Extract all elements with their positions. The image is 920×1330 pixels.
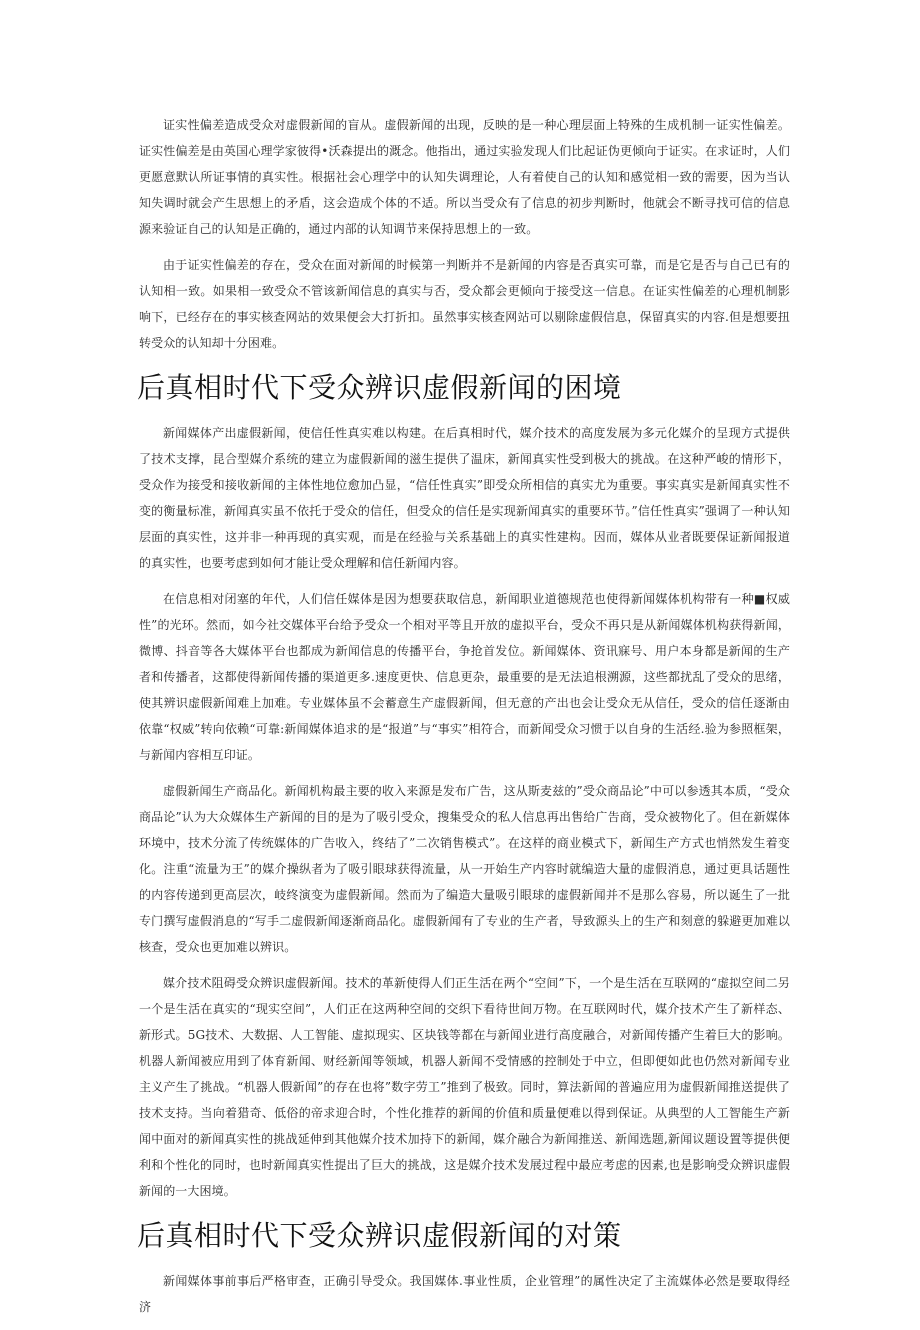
paragraph-fact-check-limits: 由于证实性偏差的存在，受众在面对新闻的时候第一判断并不是新闻的内容是否真实可靠，而是它是否与自己已有的认知相一致。如果相一致受众不管该新闻信息的真实与否，受众都会更倾向于接受这一信息。在证实性偏差的心理机制影响下，已经存在的事实核查网站的效果便会大打折扣。虽然事实核查网站可以剔除虚假信息，保留真实的内容.但是想要扭转受众的认知却十分困难。: [139, 258, 790, 350]
paragraph-strict-review: 新闻媒体事前事后严格审查，正确引导受众。我国媒体.事业性质，企业管理”的属性决定了主流媒体必然是要取得经济: [139, 1274, 790, 1314]
paragraph-media-technology: 媒介技术阻碍受众辨识虚假新闻。技术的革新使得人们正生活在两个“空间”下，一个是生活在互联网的“虚拟空间二另一个是生活在真实的“现实空间”，人们正在这两种空间的交织下看待世间万物。在互联网时代，媒介技术产生了新样态、新形式。5G技术、大数据、人工智能、虚拟现实、区块钱等都在与新闻业进行高度融合，对新闻传播产生着巨大的影响。机器人新闻被应用到了体育新闻、财经新闻等领域，机器人新闻不受情感的控制处于中立，但即便如此也仍然对新闻专业主义产生了挑战。“机器人假新闻”的存在也将”数字劳工”推到了极致。同时，算法新闻的普遍应用为虚假新闻推送提供了技术支持。当向着猎奇、低俗的帝求迎合时，个性化推荐的新闻的价值和质量便难以得到保证。从典型的人工智能生产新闻中面对的新闻真实性的挑战延伸到其他媒介技术加持下的新闻，媒介融合为新闻推送、新闻选题,新闻议题设置等提供便利和个性化的同时，也时新闻真实性提出了巨大的挑战，这是媒介技术发展过程中最应考虑的因素,也是影响受众辨识虚假新闻的一大困境。: [139, 976, 790, 1198]
paragraph-confirmation-bias: 证实性偏差造成受众对虚假新闻的盲从。虚假新闻的出现，反映的是一种心理层面上特殊的生成机制一证实性偏差。证实性偏差是由英国心理学家彼得•沃森提出的溉念。他指出，通过实验发现人们比起证伪更倾向于证实。在求证时，人们更愿意默认所证事情的真实性。根据社会心理学中的认知失调理论，人有着使自己的认知和感觉相一致的需要，因为当认知失调时就会产生思想上的矛盾，这会造成个体的不适。所以当受众有了信息的初步判断时，他就会不断寻找可信的信息源来验证自己的认知是正确的，通过内部的认知调节来保持思想上的一致。: [139, 118, 790, 236]
paragraph-trust-truth: 新闻媒体产出虚假新闻，使信任性真实难以构建。在后真相时代，媒介技术的高度发展为多元化媒介的呈现方式提供了技术支撑，昆合型媒介系统的建立为虚假新闻的滋生提供了温床，新闻真实性受到极大的挑战。在这种严峻的情形下，受众作为接受和接收新闻的主体性地位愈加凸显，“信任性真实”即受众所相信的真实尤为重要。事实真实是新闻真实性不变的衡量标准，新闻真实虽不依托于受众的信任，但受众的信任是实现新闻真实的重要环节。”信任性真实”强调了一种认知层面的真实性，这并非一种再现的真实观，而是在经验与关系基础上的真实性建构。因而，媒体从业者既要保证新闻报道的真实性，也要考虑到如何才能让受众理解和信任新闻内容。: [139, 426, 790, 570]
paragraph-commodification: 虚假新闻生产商品化。新闻机构最主要的收入来源是发布广告，这从斯麦兹的”受众商品论”中可以参透其本质，“受众商品论”认为大众媒体生产新闻的目的是为了吸引受众，搜集受众的私人信息再出售给广告商，受众被物化了。但在新媒体环境中，技术分流了传统媒体的广告收入，终结了”二次销售模式”。在这样的商业模式下，新闻生产方式也悄然发生着变化。注重“流量为王”的媒介操纵者为了吸引眼球获得流量，从一开始生产内容时就编造大量的虚假消息，通过更具话题性的内容传递到更高层次，岐终演变为虚假新闻。然而为了编造大量吸引眼球的虚假新闻并不是那么容易，所以诞生了一批专门撰写虚假消息的“写手二虚假新闻逐渐商品化。虚假新闻有了专业的生产者，导致源头上的生产和刻意的躲避更加难以核查，受众也更加难以辨识。: [139, 784, 790, 954]
paragraph-authority-erosion: 在信息相对闭塞的年代，人们信任媒体是因为想要获取信息，新闻职业道德规范也使得新闻媒体机构带有一种■权威性”的光环。然而，如今社交媒体平台给予受众一个相对平等且开放的虚拟平台，受众不再只是从新闻媒体机构获得新闻，微博、抖音等各大媒体平台也都成为新闻信息的传播平台，争抢首发位。新闻媒体、资讯寐号、用户本身都是新闻的生产者和传播者，这都使得新闻传播的渠道更多.速度更快、信息更杂，最重要的是无法追根溯源，这些都扰乱了受众的思绪，使其辨识虚假新闻难上加难。专业媒体虽不会蓄意生产虚假新闻，但无意的产出也会让受众无从信任，受众的信任逐渐由依靠“权威”转向依赖“可靠:新闻媒体追求的是“报道”与“事实”相符合，而新闻受众习惯于以自身的生活经.验为参照框架，与新闻内容相互印证。: [139, 592, 790, 762]
section-heading-dilemma: 后真相时代下受众辨识虚假新闻的困境: [137, 371, 622, 404]
document-page: [139, 112, 790, 1330]
section-heading-countermeasures: 后真相时代下受众辨识虚假新闻的对策: [137, 1219, 622, 1252]
